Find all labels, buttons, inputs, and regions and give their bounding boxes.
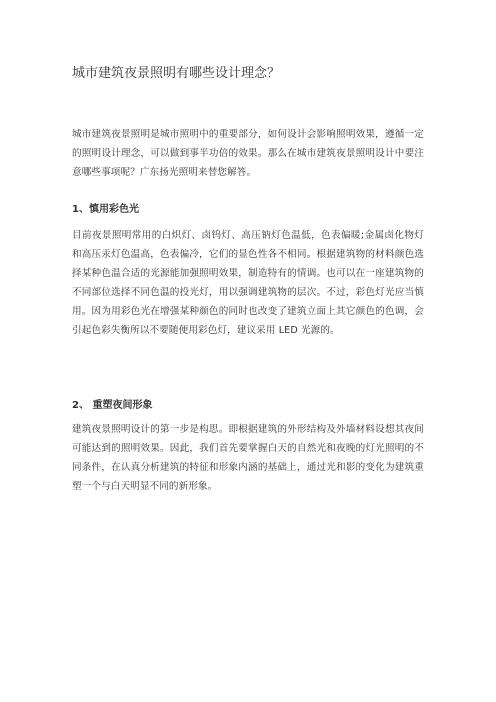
section-heading-colored-light: 1、慎用彩色光 — [72, 204, 139, 215]
intro-paragraph: 城市建筑夜景照明是城市照明中的重要部分，如何设计会影响照明效果，遵循一定的照明设计理念，可以做到事半功倍的效果。那么在城市建筑夜景照明设计中要注意哪些事项呢？广东扬光照明来替您解答。 — [72, 129, 424, 178]
document-title: 城市建筑夜景照明有哪些设计理念？ — [72, 66, 281, 81]
section-heading-night-image: 2、 重塑夜间形象 — [72, 400, 153, 411]
section-body-night-image: 建筑夜景照明设计的第一步是构思。即根据建筑的外形结构及外墙材料设想其夜间可能达到的照明效果。因此，我们首先要掌握白天的自然光和夜晚的灯光照明的不同条件，在认真分析建筑的特征和形象内涵的基础上，通过光和影的变化为建筑重塑一个与白天明显不同的新形象。 — [72, 424, 424, 492]
section-body-colored-light: 目前夜景照明常用的白炽灯、卤钨灯、高压钠灯色温低，色表偏暖;金属卤化物灯和高压汞灯色温高，色表偏冷，它们的显色性各不相同。根据建筑物的材料颜色选择某种色温合适的光源能加强照明效果，制造特有的情调。也可以在一座建筑物的不同部位选择不同色温的投光灯，用以强调建筑物的层次。不过，彩色灯光应当慎用。因为用彩色光在增强某种颜色的同时也改变了建筑立面上其它颜色的色调，会引起色彩失衡所以不要随便用彩色灯，建议采用 LED 光源的。 — [72, 230, 424, 336]
